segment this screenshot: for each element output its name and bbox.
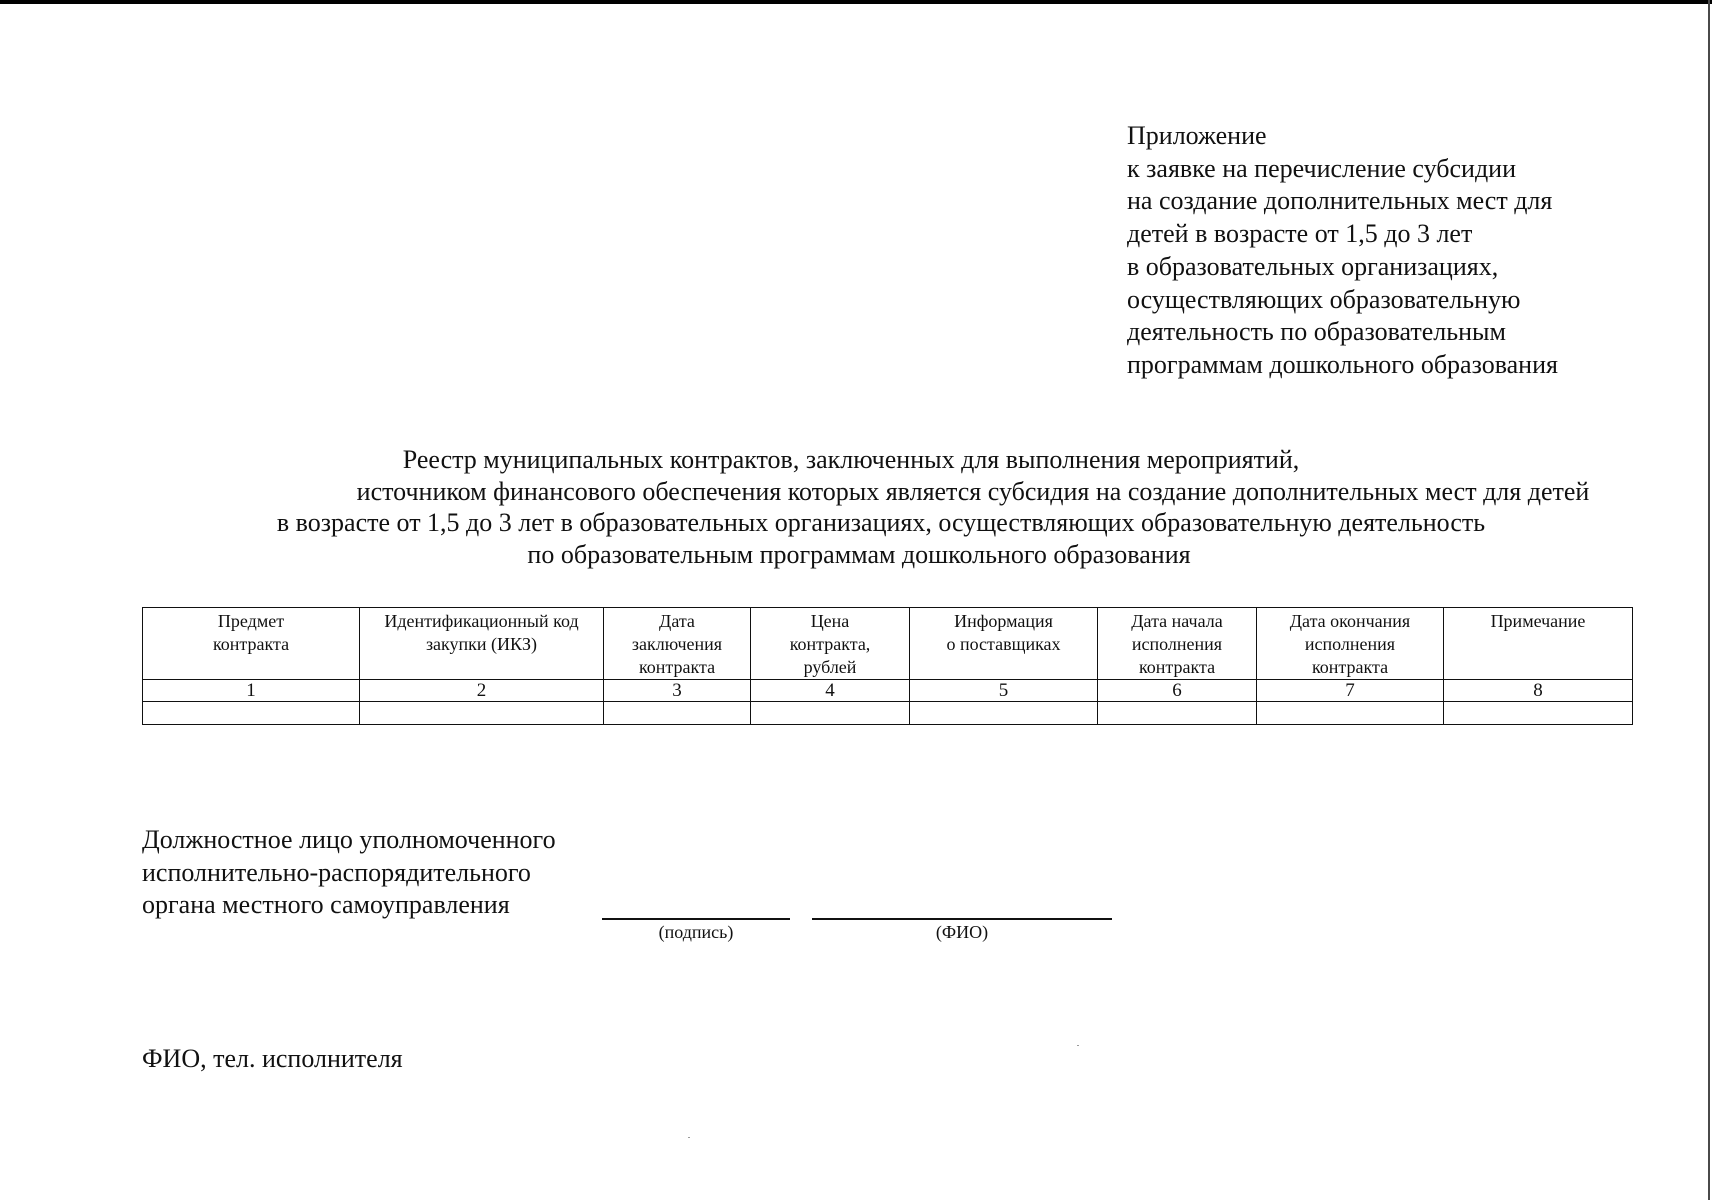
official-line: исполнительно-распорядительного <box>142 857 531 887</box>
table-header-row <box>143 608 1633 680</box>
title-line: Реестр муниципальных контрактов, заключенных для выполнения мероприятий, <box>402 445 1300 474</box>
name-line[interactable] <box>812 918 1112 920</box>
header-ikz <box>360 608 604 680</box>
header-note <box>1444 608 1633 680</box>
scan-speck <box>688 1137 690 1138</box>
header-line: Примечание <box>1490 611 1586 631</box>
column-number: 1 <box>143 680 360 702</box>
header-line: контракта <box>1138 657 1216 677</box>
column-number: 4 <box>751 680 910 702</box>
table-cell[interactable] <box>1098 702 1257 725</box>
name-caption: (ФИО) <box>935 922 989 942</box>
appendix-line: к заявке на перечисление субсидии <box>1127 153 1517 183</box>
title-line: в возрасте от 1,5 до 3 лет в образовательных организациях, осуществляющих образовательную деятельность <box>276 508 1486 537</box>
table-cell[interactable] <box>910 702 1098 725</box>
table-cell[interactable] <box>360 702 604 725</box>
header-line: заключения <box>631 634 723 654</box>
column-number: 5 <box>910 680 1098 702</box>
appendix-line: в образовательных организациях, <box>1127 251 1499 281</box>
table-cell[interactable] <box>1444 702 1633 725</box>
header-end-date <box>1257 608 1444 680</box>
official-line: Должностное лицо уполномоченного <box>142 825 556 854</box>
official-position <box>142 824 556 922</box>
column-number: 2 <box>360 680 604 702</box>
header-line: Идентификационный код <box>384 611 579 631</box>
column-number: 7 <box>1257 680 1444 702</box>
contracts-registry-table <box>142 607 1633 725</box>
header-line: контракта <box>638 657 716 677</box>
header-line: контракта <box>212 634 290 654</box>
appendix-line: детей в возрасте от 1,5 до 3 лет <box>1127 219 1473 249</box>
column-number: 8 <box>1444 680 1633 702</box>
header-line: контракта, <box>789 634 871 654</box>
header-subject <box>143 608 360 680</box>
header-line: исполнения <box>1304 634 1396 654</box>
header-conclusion-date <box>604 608 751 680</box>
header-line: Информация <box>954 611 1053 631</box>
header-line: Предмет <box>217 611 285 631</box>
header-line: исполнения <box>1131 634 1223 654</box>
signature-caption: (подпись) <box>658 922 734 942</box>
header-line: Цена <box>810 611 850 631</box>
executor-label: ФИО, тел. исполнителя <box>142 1044 403 1073</box>
table-cell[interactable] <box>1257 702 1444 725</box>
header-line: о поставщиках <box>946 634 1061 654</box>
header-suppliers <box>910 608 1098 680</box>
appendix-line: деятельность по образовательным <box>1127 317 1506 347</box>
column-number-row <box>143 680 1633 702</box>
header-start-date <box>1098 608 1257 680</box>
title-line: по образовательным программам дошкольного образования <box>527 539 1191 569</box>
header-line: контракта <box>1311 657 1389 677</box>
appendix-line: программам дошкольного образования <box>1127 349 1558 379</box>
appendix-line: на создание дополнительных мест для <box>1127 186 1553 216</box>
document-title <box>0 444 1712 570</box>
table-cell[interactable] <box>604 702 751 725</box>
column-number: 3 <box>604 680 751 702</box>
table-cell[interactable] <box>751 702 910 725</box>
scan-right-edge <box>1708 0 1710 1200</box>
column-number: 6 <box>1098 680 1257 702</box>
table-row <box>143 702 1633 725</box>
scan-speck <box>1077 1045 1079 1046</box>
table-cell[interactable] <box>143 702 360 725</box>
official-line: органа местного самоуправления <box>142 890 510 919</box>
header-price <box>751 608 910 680</box>
header-line: Дата окончания <box>1289 611 1411 631</box>
header-line: закупки (ИКЗ) <box>425 634 538 654</box>
signature-line[interactable] <box>602 918 790 920</box>
appendix-line: осуществляющих образовательную <box>1127 284 1521 314</box>
title-line: источником финансового обеспечения которых является субсидия на создание дополнительных мест для детей <box>356 476 1590 506</box>
header-line: Дата начала <box>1131 611 1223 631</box>
scan-top-edge <box>0 0 1712 4</box>
header-line: рублей <box>803 657 857 677</box>
appendix-note <box>1127 120 1558 382</box>
appendix-line: Приложение <box>1127 121 1267 150</box>
header-line: Дата <box>659 611 695 631</box>
